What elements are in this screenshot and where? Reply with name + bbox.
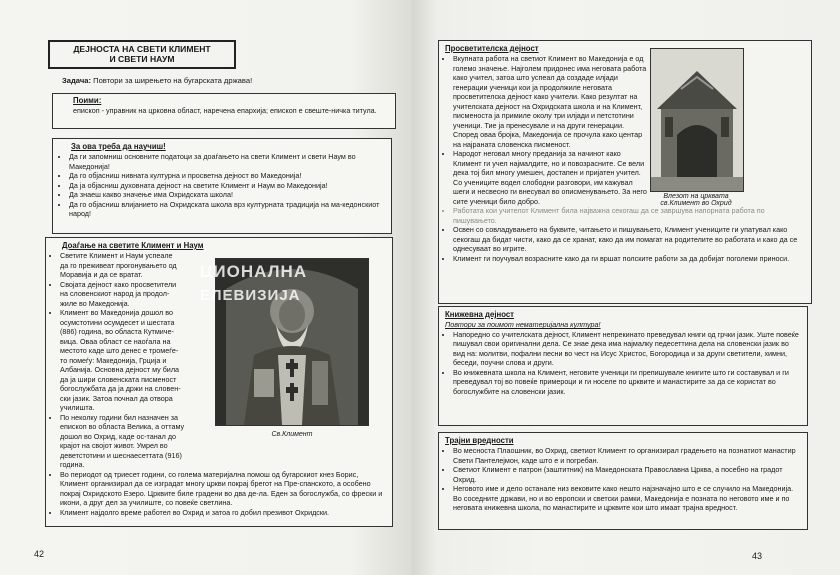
education-item: • Освен со совладувањето на буквите, читањето и пишувањето, Климент учениците ги упатувал како секогаш да бидат чисти, како да се хранат, како да им помагат на родителите во работата и како да се однесуваат во игрите. xyxy=(453,225,805,254)
icon-caption: Св.Климент xyxy=(271,431,313,438)
arrival-list-top xyxy=(52,251,185,470)
concepts-title: Поими: xyxy=(73,96,102,105)
goals-title: За ова треба да научиш! xyxy=(71,142,166,151)
page-number-left: 42 xyxy=(34,549,45,559)
literary-item: • Напоредно со учителската дејност, Климент непрекинато преведувал книги од грчки јазик. Уште повеќе пишувал свои оригинални дела. Се знае дека има најмалку педесеттина дела на словенски јазик во вид на: молитви, пофални песни во чест на Исус Христос, Богородица и за други светители, химни, беседи, поучни слова и други. xyxy=(453,330,801,368)
arrival-item: • Климент во Македонија дошол во осумстотини осумдесет и шестата (886) година, во областа Кутмиче-вица. Оваа област се наоѓала на местото каде што денес е тромеѓе-то помеѓу: Македонија, Грција и Албанија. Основна дејност му била да ја шири словенската писменост богослужбата да ја држи на словен-ски јазик. Затоа почнал да отвора училишта. xyxy=(60,308,182,413)
concepts-box xyxy=(52,93,396,129)
church-entrance-image xyxy=(650,48,744,192)
tv-watermark xyxy=(200,262,307,304)
values-item: • Во месноста Плаошник, во Охрид, светиот Климент го организирал градењето на познатиот манастир Свети Пантелејмон, каде што е и погребан. xyxy=(453,446,801,465)
education-box xyxy=(438,40,812,304)
values-item: • Неговото име и дело останале низ вековите како нешто најзначајно што е се случило на Македонија. Во соседните држави, но и во европски и светски рамки, Македонија е позната по неговото име и по неговата книжевна школа, по манастирите и црквите кои што имаат трајна вредност. xyxy=(453,484,801,513)
arrival-item: • Во периодот од триесет години, со голема материјална помош од бугарскиот кнез Борис, Климент организирал да се изградат многу цркви покрај брегот на Пре-спанското, а особено покрај Охридското Езеро. Црквите биле градени во два де-ла. Еден за богослужба, со фрески и икони, а друг дел за училиште, со повеќе светлина. xyxy=(60,470,386,508)
arrival-item: • По неколку години бил назначен за епископ во областа Велика, а оттаму дошол во Охрид, каде ос-танал до крајот на својот живот. Умрел во деветстотини и шеснаесеттата (916) година. xyxy=(60,413,190,470)
concepts-text: епископ - управник на црковна област, наречена епархија; епископ е свеште-ничка титула. xyxy=(73,106,377,116)
education-item: • Народот неговал многу преданија за начинот како Климент ги учел најмалдите, но и повозрасните. Се вели дека тој бил многу умешен, достапен и пријатен учител. Со учениците водел слободни разговори, им кажувал шеги и несвесно ги внесувал во описменувањето. За него сите ученици било добро. xyxy=(453,149,649,206)
arrival-title: Доаѓање на светите Климент и Наум xyxy=(62,241,204,250)
church-caption xyxy=(644,193,748,207)
goals-box xyxy=(52,138,392,234)
goal-item: • Да го објасниш влијанието на Охридската школа врз културната традиција на ма-кедонскиот народ! xyxy=(69,200,383,219)
education-item: • Климент ги поучувал возрасните како да ги вршат полските работи за да добијат поголеми приноси. xyxy=(453,254,805,264)
arrival-item: • Светите Климент и Наум успеале да го преживеат прогонувањето од Моравија и да се вратат. xyxy=(60,251,182,280)
church-caption-line1: Влезот на црквата xyxy=(663,193,729,200)
task-text: Повтори за ширењето на бугарската држава! xyxy=(91,76,253,85)
values-box xyxy=(438,432,808,530)
left-page xyxy=(0,0,412,575)
education-item: • Вкупната работа на светиот Климент во Македонија е од големо значење. Најголем придонес има неговата работа како учител, затоа што успеал да создаде илјади генерации ученици кои ја продолжиле неговата просветителска дејност како учители. Како резултат на учителската дејност на Охридската школа и на Климент, писменоста ја примиле околу три илјади и петстотини ученици. Тие ја пренесувале и на други генерации. Според оваа бројка, Македонија се прочула како центар на најраната словенска писменост. xyxy=(453,54,649,149)
education-title: Просветителска дејност xyxy=(445,44,539,53)
watermark-line1: ЦИОНАЛНА xyxy=(200,262,308,281)
literary-item: • Во книжевната школа на Климент, неговите ученици ги препишувале книгите што ги составувал и ги преведувал тој во повеќе примероци и ги носеле по црквите и манастирите за да се користат во богослужбите на словенски јазик. xyxy=(453,368,801,397)
literary-box xyxy=(438,306,808,426)
education-item: • Работата кои учителот Климент била најважна секогаш да се завршува напорната работа по пишувањето. xyxy=(453,206,805,225)
task-label: Задача: xyxy=(62,76,91,85)
task-line xyxy=(62,76,252,85)
lesson-title-line2: И СВЕТИ НАУМ xyxy=(109,54,175,65)
watermark-line2: ЕЛЕВИЗИЈА xyxy=(200,287,301,304)
literary-title: Книжевна дејност xyxy=(445,310,515,319)
goals-list xyxy=(61,152,383,219)
arrival-list-bottom xyxy=(52,470,386,518)
page-number-right: 43 xyxy=(752,551,763,561)
lesson-title-line1: ДЕЈНОСТА НА СВЕТИ КЛИМЕНТ xyxy=(73,44,211,54)
values-item: • Светиот Климент е патрон (заштитник) на Македонската Православна Црква, а посебно на градот Охрид. xyxy=(453,465,801,484)
goal-item: • Да ги запомниш основните податоци за доаѓањето на свети Климент и свети Наум во Македонија! xyxy=(69,152,383,171)
literary-list xyxy=(445,330,801,397)
right-page xyxy=(412,0,840,575)
arrival-item: • Својата дејност како просветители на словенскиот народ ја продол-жиле во Македонија. xyxy=(60,280,182,309)
education-list-bottom xyxy=(445,206,805,263)
values-title: Трајни вредности xyxy=(445,436,514,445)
church-caption-line2: св.Климент во Охрид xyxy=(660,200,732,207)
church-illustration xyxy=(651,49,743,191)
arrival-item: • Климент најдолго време работел во Охрид и затоа го добил презивот Охридски. xyxy=(60,508,386,518)
goal-item: • Да го објасниш нивната културна и просветна дејност во Македонија! xyxy=(69,171,383,181)
goal-item: • Да знаеш какво значење има Охридската школа! xyxy=(69,190,383,200)
education-list-top xyxy=(445,54,649,206)
literary-subtitle: Повтори за поимот нематеријална култура! xyxy=(445,320,601,330)
values-list xyxy=(445,446,801,513)
lesson-title-box xyxy=(48,40,236,69)
goal-item: • Да ја објасниш духовната дејност на светите Климент и Наум во Македонија! xyxy=(69,181,383,191)
